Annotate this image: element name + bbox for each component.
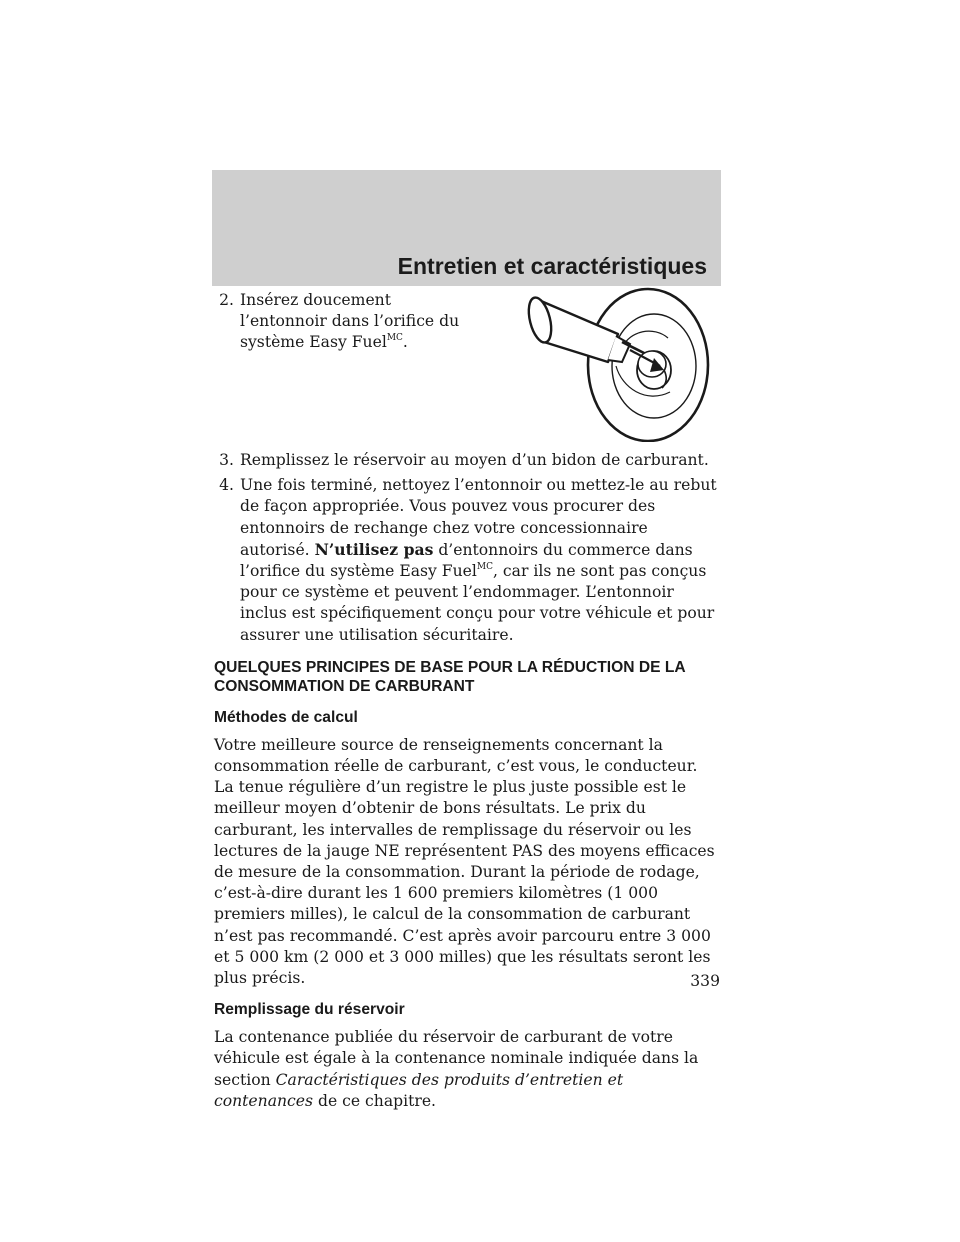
list-number: 4. <box>219 476 234 495</box>
trademark-superscript: MC <box>386 333 403 344</box>
section-heading: QUELQUES PRINCIPES DE BASE POUR LA RÉDUCTION DE LA CONSOMMATION DE CARBURANT <box>214 658 686 696</box>
list-item <box>214 475 722 646</box>
list-item <box>214 290 464 450</box>
list-number: 2. <box>219 291 234 309</box>
subheading-filling-tank: Remplissage du réservoir <box>214 1001 405 1019</box>
list-number: 3. <box>219 451 234 469</box>
list-text <box>240 475 722 646</box>
trademark-superscript: MC <box>476 561 493 572</box>
list-text-part: , car ils ne sont pas conçus pour ce système et peuvent l’endommager. L’entonnoir inclus est spécifiquement conçu pour votre véhicule et pour assurer une utilisation sécuritaire. <box>240 562 715 644</box>
paragraph-text-part: La contenance publiée du réservoir de carburant de votre véhicule est égale à la contenance nominale indiquée dans la section <box>214 1028 699 1089</box>
section-reference: Caractéristiques des produits d’entretien et contenances <box>214 1070 624 1110</box>
list-text-end: . <box>402 333 408 352</box>
list-text-body: Insérez doucement l’entonnoir dans l’orifice du système Easy Fuel <box>240 291 460 352</box>
list-text: Remplissez le réservoir au moyen d’un bidon de carburant. <box>240 451 709 469</box>
page-title: Entretien et caractéristiques <box>397 253 707 279</box>
page-content <box>214 290 722 1112</box>
paragraph-filling <box>214 1027 722 1112</box>
list-text-part: d’entonnoirs du commerce dans l’orifice du système Easy Fuel <box>240 540 693 581</box>
header-band <box>212 170 721 286</box>
page-number: 339 <box>690 972 720 990</box>
paragraph-calculation: Votre meilleure source de renseignements concernant la consommation réelle de carburant, c’est vous, le conducteur. La tenue régulière d’un registre le plus juste possible est le meilleur moyen d’obtenir de bons résultats. Le prix du carburant, les intervalles de remplissage du réservoir ou les lectures de la jauge NE représentent PAS des moyens efficaces de mesure de la consommation. Durant la période de rodage, c’est-à-dire durant les 1 600 premiers kilomètres (1 000 premiers milles), le calcul de la consommation de carburant n’est pas recommandé. C’est après avoir parcouru entre 3 000 et 5 000 km (2 000 et 3 000 milles) que les résultats seront les plus précis. <box>214 735 715 988</box>
list-item <box>214 450 722 471</box>
subheading-calculation-methods: Méthodes de calcul <box>214 708 358 726</box>
list-text-part: Une fois terminé, nettoyez l’entonnoir ou mettez-le au rebut de façon appropriée. Vous pouvez vous procurer des entonnoirs de rechange chez votre concessionnaire autorisé. <box>240 476 717 559</box>
emphasis-warning: N’utilisez pas <box>314 539 434 559</box>
paragraph-text-part: de ce chapitre. <box>313 1091 437 1110</box>
list-text <box>240 290 464 450</box>
